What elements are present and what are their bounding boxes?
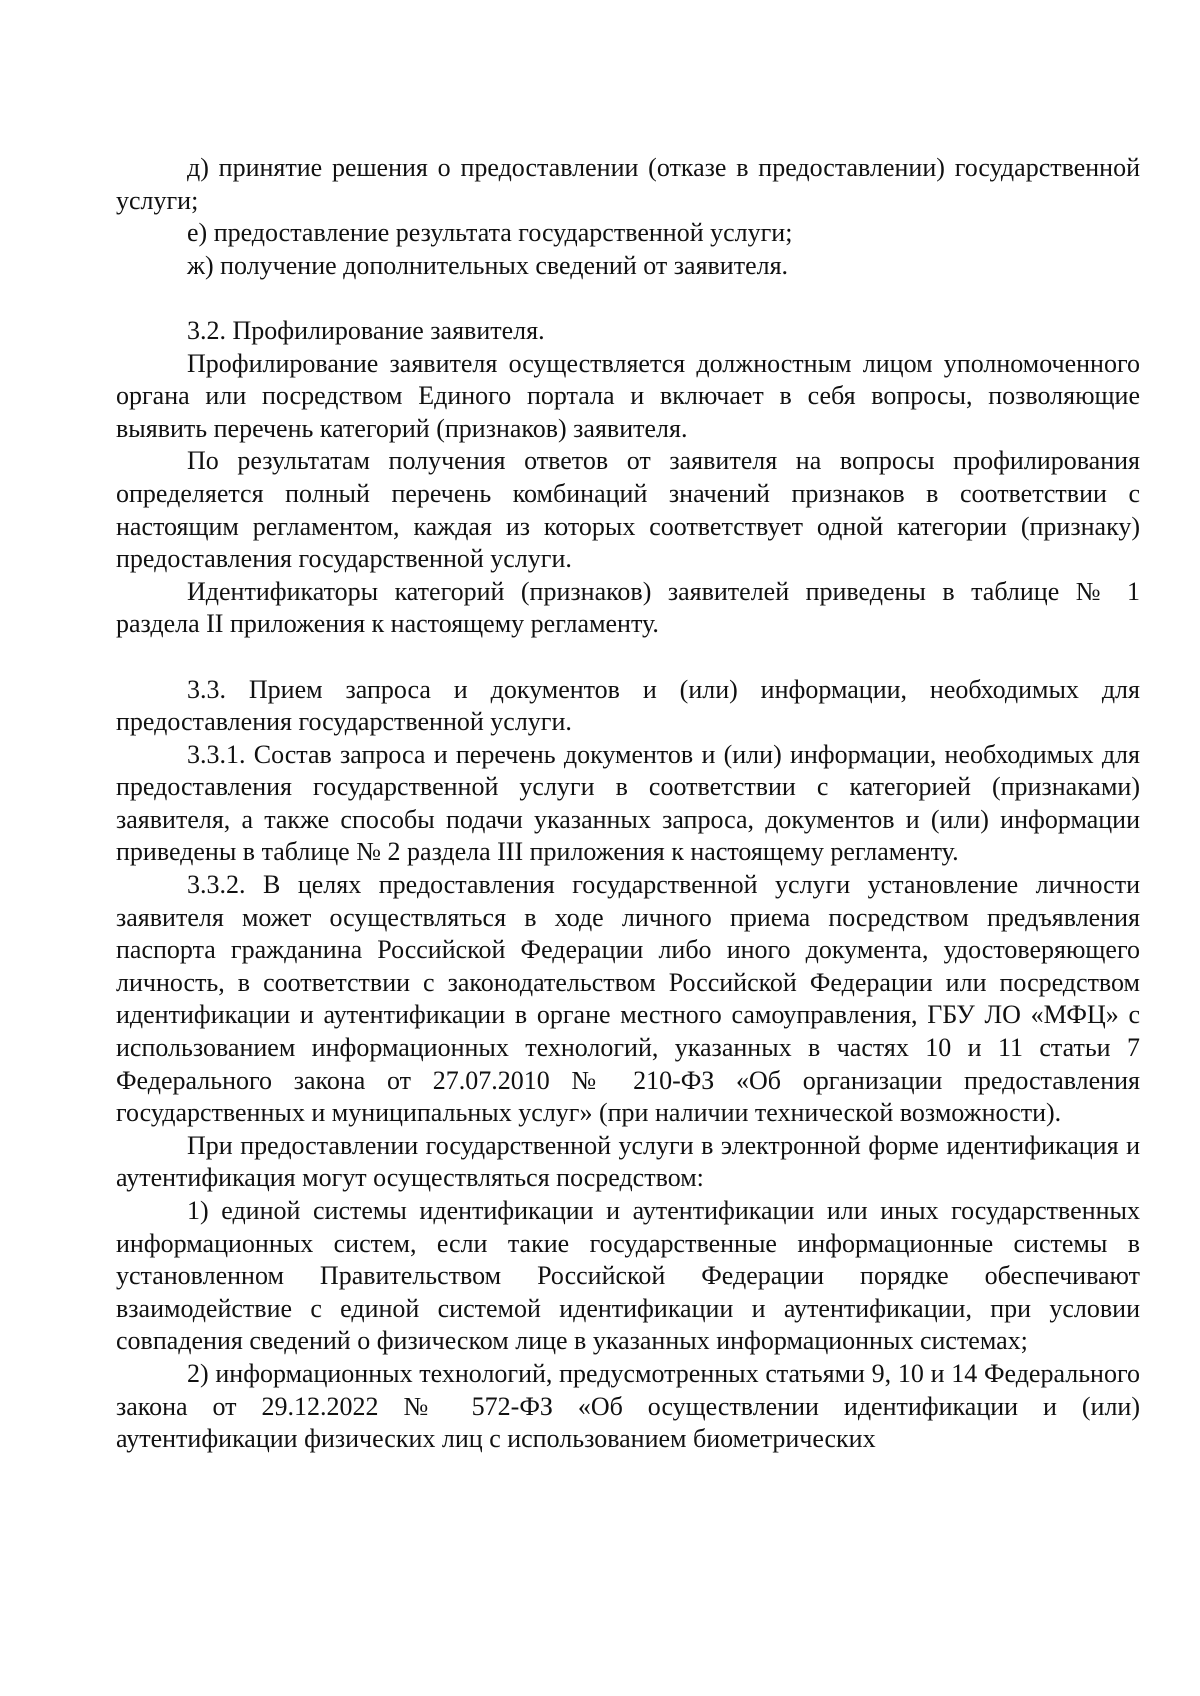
paragraph-item-2: 2) информационных технологий, предусмотренных статьями 9, 10 и 14 Федерального закона от 29.12.2022 № 572-ФЗ «Об осуществлении идентификации и (или) аутентификации физических лиц с использованием биометрических bbox=[116, 1358, 1140, 1454]
paragraph-3-3-2: 3.3.2. В целях предоставления государственной услуги установление личности заявителя может осуществляться в ходе личного приема посредством предъявления паспорта гражданина Российской Федерации либо иного документа, удостоверяющего личность, в соответствии с законодательством Российской Федерации или посредством идентификации и аутентификации в органе местного самоуправления, ГБУ ЛО «МФЦ» с использованием информационных технологий, указанных в частях 10 и 11 статьи 7 Федерального закона от 27.07.2010 № 210-ФЗ «Об организации предоставления государственных и муниципальных услуг» (при наличии технической возможности). bbox=[116, 870, 1140, 1128]
paragraph-item-e: е) предоставление результата государственной услуги; bbox=[187, 218, 793, 248]
paragraph-item-zh: ж) получение дополнительных сведений от заявителя. bbox=[187, 250, 789, 280]
paragraph-profiling-results: По результатам получения ответов от заявителя на вопросы профилирования определяется полный перечень комбинаций значений признаков в соответствии с настоящим регламентом, каждая из которых соответствует одной категории (признаку) предоставления государственной услуги. bbox=[116, 446, 1140, 574]
section-heading-3-3: 3.3. Прием запроса и документов и (или) информации, необходимых для предоставления государственной услуги. bbox=[116, 674, 1140, 737]
paragraph-electronic-form: При предоставлении государственной услуги в электронной форме идентификация и аутентификация могут осуществляться посредством: bbox=[116, 1130, 1140, 1193]
document-page bbox=[116, 152, 1140, 1456]
paragraph-item-d: д) принятие решения о предоставлении (отказе в предоставлении) государственной услуги; bbox=[116, 153, 1140, 215]
paragraph-item-1: 1) единой системы идентификации и аутентификации или иных государственных информационных систем, если такие государственные информационные системы в установленном Правительством Российской Федерации порядке обеспечивают взаимодействие с единой системой идентификации и аутентификации, при условии совпадения сведений о физическом лице в указанных информационных системах; bbox=[116, 1196, 1140, 1356]
paragraph-profiling: Профилирование заявителя осуществляется должностным лицом уполномоченного органа или посредством Единого портала и включает в себя вопросы, позволяющие выявить перечень категорий (признаков) заявителя. bbox=[116, 348, 1140, 443]
paragraph-3-3-1: 3.3.1. Состав запроса и перечень документов и (или) информации, необходимых для предоставления государственной услуги в соответствии с категорией (признаками) заявителя, а также способы подачи указанных запроса, документов и (или) информации приведены в таблице № 2 раздела III приложения к настоящему регламенту. bbox=[116, 739, 1140, 867]
paragraph-gap bbox=[116, 641, 1140, 674]
paragraph-identifiers: Идентификаторы категорий (признаков) заявителей приведены в таблице № 1 раздела II приложения к настоящему регламенту. bbox=[116, 576, 1140, 639]
section-heading-3-2: 3.2. Профилирование заявителя. bbox=[187, 315, 545, 345]
paragraph-gap bbox=[116, 282, 1140, 315]
